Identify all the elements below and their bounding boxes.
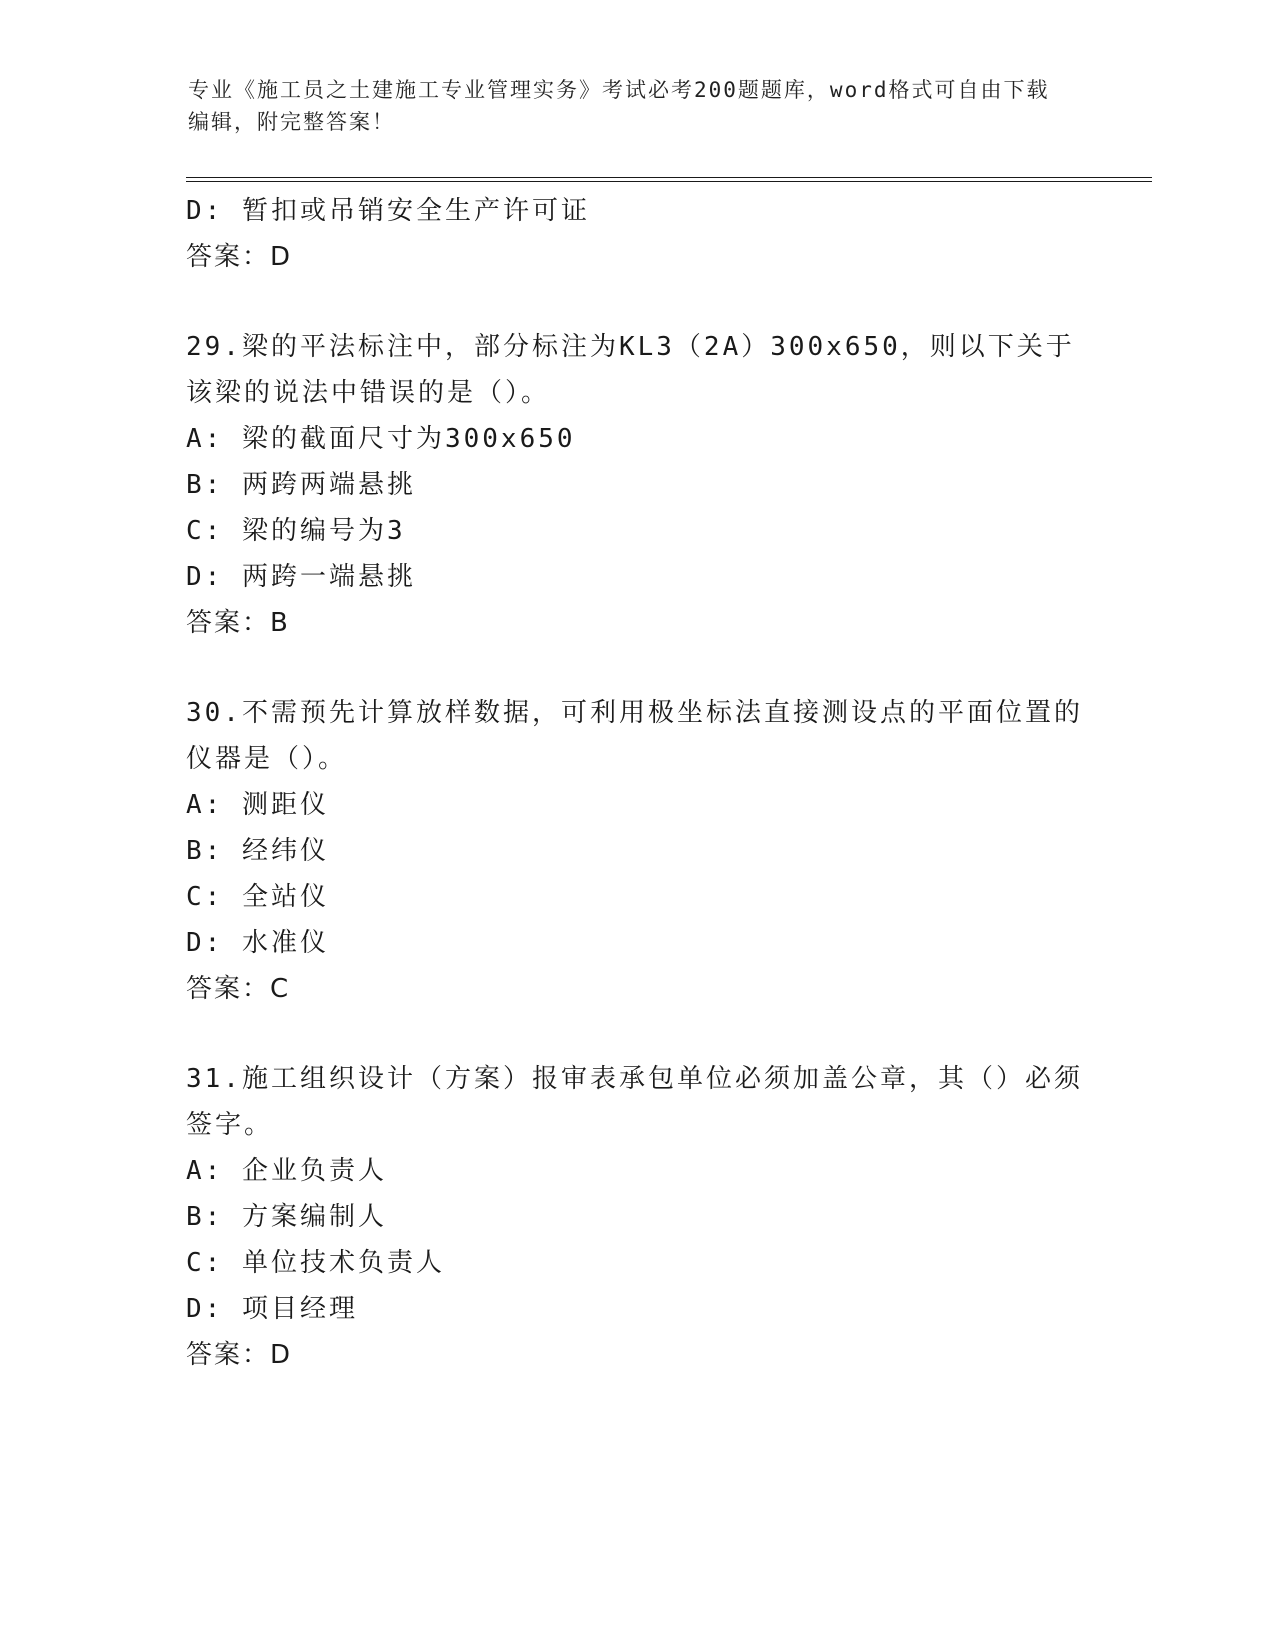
question-29 <box>186 324 1106 646</box>
option-b: B: 经纬仪 <box>186 836 329 866</box>
answer: 答案：C <box>186 974 291 1004</box>
option-c: C: 单位技术负责人 <box>186 1248 445 1278</box>
option-a: A: 测距仪 <box>186 790 329 820</box>
prev-answer: 答案：D <box>186 242 293 272</box>
prev-option-d: D: 暂扣或吊销安全生产许可证 <box>186 196 590 226</box>
option-b: B: 方案编制人 <box>186 1202 387 1232</box>
question-stem: 31.施工组织设计（方案）报审表承包单位必须加盖公章，其（）必须签字。 <box>186 1064 1083 1140</box>
option-a: A: 梁的截面尺寸为300x650 <box>186 424 576 454</box>
document-header: 专业《施工员之土建施工专业管理实务》考试必考200题题库，word格式可自由下载编辑，附完整答案！ <box>188 78 1050 134</box>
question-list <box>186 188 1106 1378</box>
header-divider <box>186 177 1152 182</box>
question-31 <box>186 1056 1106 1378</box>
answer: 答案：D <box>186 1340 293 1370</box>
option-b: B: 两跨两端悬挑 <box>186 470 416 500</box>
question-stem: 29.梁的平法标注中，部分标注为KL3（2A）300x650，则以下关于该梁的说法中错误的是（）。 <box>186 332 1075 408</box>
option-c: C: 全站仪 <box>186 882 329 912</box>
question-stem: 30.不需预先计算放样数据，可利用极坐标法直接测设点的平面位置的仪器是（）。 <box>186 698 1083 774</box>
option-d: D: 两跨一端悬挑 <box>186 562 416 592</box>
option-c: C: 梁的编号为3 <box>186 516 406 546</box>
option-a: A: 企业负责人 <box>186 1156 387 1186</box>
answer: 答案：B <box>186 608 290 638</box>
option-d: D: 项目经理 <box>186 1294 358 1324</box>
option-d: D: 水准仪 <box>186 928 329 958</box>
question-30 <box>186 690 1106 1012</box>
